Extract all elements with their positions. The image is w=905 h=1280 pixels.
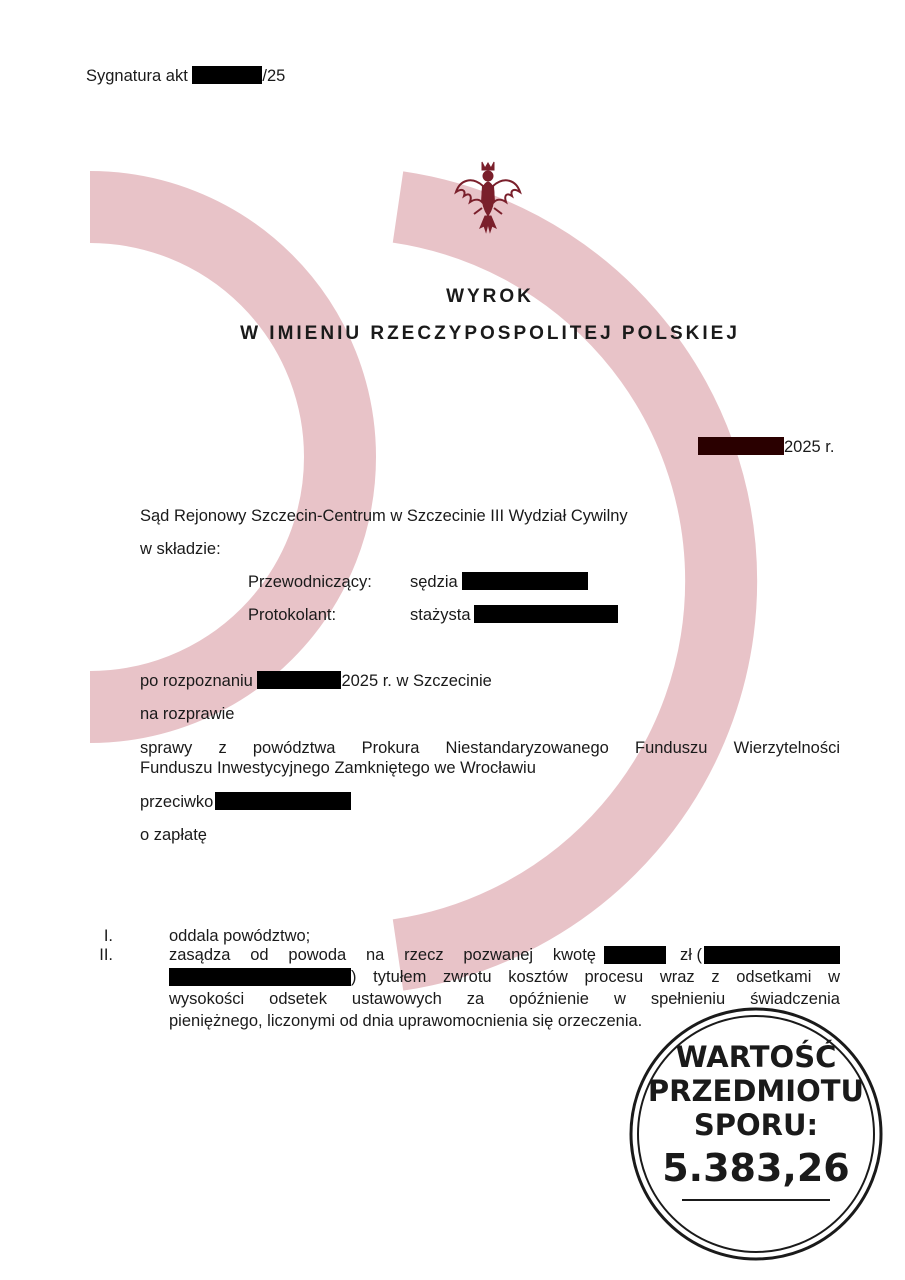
ruling-2-line-1b: zł ( (680, 946, 702, 964)
watermark-arc-left (90, 207, 340, 707)
heard-suffix: 2025 r. w Szczecinie (341, 672, 492, 690)
clerk-value (410, 604, 618, 626)
ruling-2-line-3: wysokości odsetek ustawowych za opóźnienie w spełnieniu świadczenia (169, 990, 840, 1008)
ruling-2-line-2-text: ) tytułem zwrotu kosztów procesu wraz z odsetkami w (351, 968, 840, 986)
claim-subject: o zapłatę (140, 826, 207, 844)
case-signature (86, 65, 285, 87)
date-suffix: 2025 r. (784, 438, 835, 456)
case-description-line-2: Funduszu Inwestycyjnego Zamkniętego we Wrocławiu (140, 759, 536, 777)
redaction-box (192, 66, 262, 84)
case-signature-label: Sygnatura akt (86, 67, 188, 85)
redaction-box (169, 968, 351, 986)
stamp-line-3: SPORU: (693, 1108, 819, 1142)
case-description-line-1: sprawy z powództwa Prokura Niestandaryzowanego Funduszu Wierzytelności (140, 739, 840, 757)
judgment-date (698, 436, 834, 458)
hearing-date-line (140, 670, 492, 692)
ruling-2-line-1 (169, 944, 840, 966)
ruling-number-1: I. (103, 927, 113, 945)
ruling-2-line-2 (169, 966, 840, 988)
redaction-box (462, 572, 588, 590)
document-title: WYROK (446, 286, 534, 307)
stamp-line-1: WARTOŚĆ (675, 1040, 837, 1074)
court-name: Sąd Rejonowy Szczecin-Centrum w Szczecinie III Wydział Cywilny (140, 507, 628, 525)
redaction-box (215, 792, 351, 810)
clerk-label: Protokolant: (248, 606, 337, 624)
document-subtitle: W IMIENIU RZECZYPOSPOLITEJ POLSKIEJ (240, 323, 740, 344)
chair-label: Przewodniczący: (248, 573, 372, 591)
ruling-number-2: II. (99, 946, 113, 964)
eagle-emblem-icon (452, 158, 524, 236)
composition-label: w składzie: (140, 540, 221, 558)
heard-prefix: po rozpoznaniu (140, 672, 253, 690)
chair-role: sędzia (410, 573, 458, 591)
case-description (140, 737, 840, 779)
redaction-box (474, 605, 618, 623)
ruling-text-1: oddala powództwo; (169, 927, 311, 945)
stamp-line-2: PRZEDMIOTU (647, 1074, 865, 1108)
chair-value (410, 571, 588, 593)
stamp-value: 5.383,26 (662, 1146, 850, 1190)
case-signature-suffix: /25 (262, 67, 286, 85)
redaction-box (257, 671, 341, 689)
redaction-box (604, 946, 666, 964)
clerk-role: stażysta (410, 606, 471, 624)
redaction-box (698, 437, 784, 455)
against-label: przeciwko (140, 793, 214, 811)
redaction-box (704, 946, 840, 964)
ruling-2-line-1a: zasądza od powoda na rzecz pozwanej kwotę (169, 946, 596, 964)
defendant-line (140, 791, 351, 813)
dispute-value-stamp (628, 1006, 884, 1262)
hearing-type: na rozprawie (140, 705, 235, 723)
ruling-2-line-4: pieniężnego, liczonymi od dnia uprawomocnienia się orzeczenia. (169, 1012, 643, 1030)
